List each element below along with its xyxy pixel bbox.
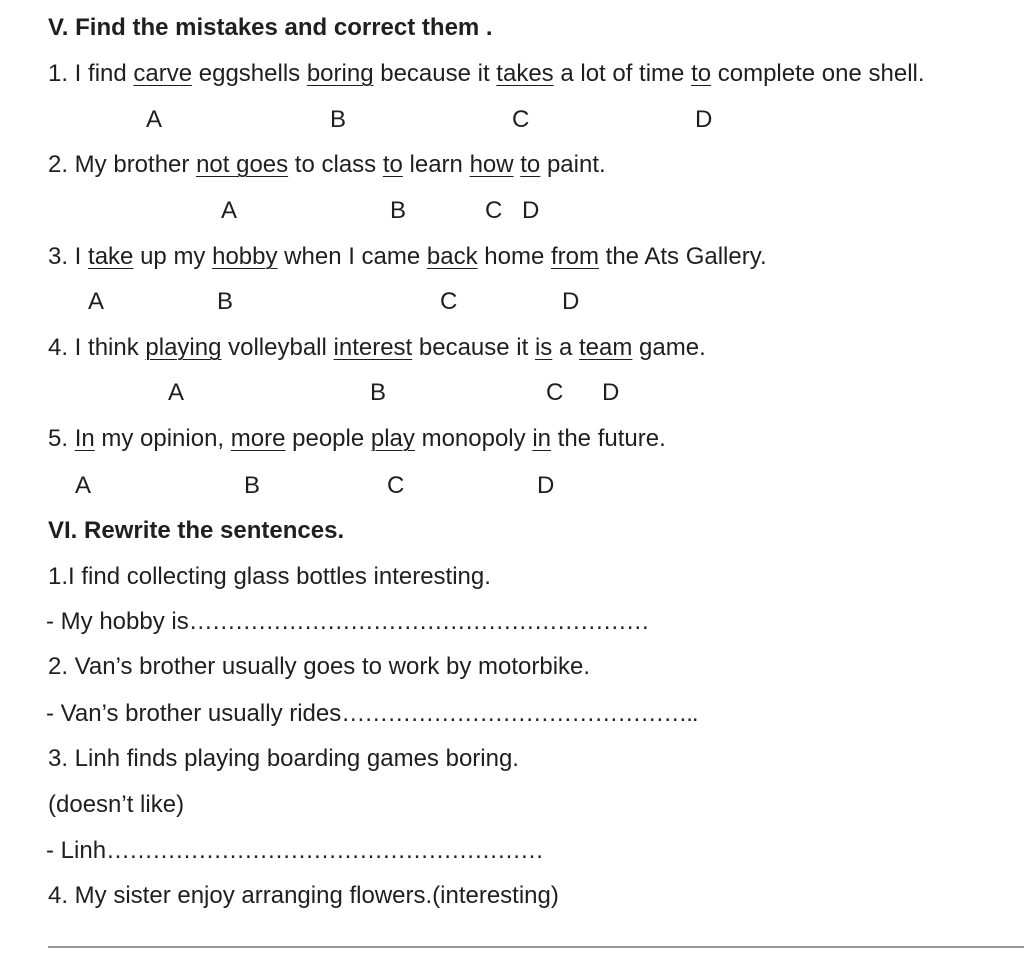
rewrite-answer-2 — [46, 699, 698, 729]
q3-text: when I came — [277, 243, 427, 270]
q2-text: 2. My brother — [48, 151, 197, 178]
question-1 — [48, 59, 925, 89]
q2-option-c: how — [469, 151, 514, 178]
q3-option-b: hobby — [212, 243, 278, 270]
question-4 — [48, 333, 706, 363]
answer-2-prefix: - Van’s brother usually rides — [46, 700, 342, 727]
q5-text: my opinion, — [94, 425, 231, 452]
q5-letter-d: D — [537, 472, 555, 499]
q3-text: up my — [133, 243, 213, 270]
q4-option-b: interest — [333, 334, 413, 361]
q1-option-b: boring — [306, 60, 374, 87]
q1-text: because it — [373, 60, 497, 87]
q4-text: because it — [412, 334, 535, 361]
q1-text: 1. I find — [48, 60, 134, 87]
q5-letter-c: C — [387, 472, 405, 499]
q1-text: a lot of time — [553, 60, 692, 87]
q1-letter-c: C — [512, 106, 530, 133]
q2-letter-c: C — [485, 197, 503, 224]
answer-3-blank: ………………………………………………… — [106, 837, 544, 864]
q1-letter-a: A — [146, 106, 163, 133]
q4-letter-c: C — [546, 379, 564, 406]
q4-letter-d: D — [602, 379, 620, 406]
rewrite-question-4: 4. My sister enjoy arranging flowers.(interesting) — [48, 882, 559, 909]
q4-option-d: team — [579, 334, 633, 361]
q2-letter-d: D — [522, 197, 540, 224]
rewrite-answer-1 — [46, 607, 649, 637]
q2-text: paint. — [540, 151, 606, 178]
q5-option-c: play — [370, 425, 415, 452]
q5-option-b: more — [230, 425, 286, 452]
q3-option-a: take — [88, 243, 134, 270]
q3-option-d: from — [550, 243, 599, 270]
q5-text: 5. — [48, 425, 75, 452]
question-2 — [48, 150, 606, 180]
q4-text: volleyball — [221, 334, 334, 361]
q1-option-a: carve — [133, 60, 193, 87]
bottom-divider — [48, 946, 1024, 948]
q2-option-a: not goes — [196, 151, 289, 178]
q1-letter-b: B — [330, 106, 347, 133]
q2-letter-a: A — [221, 197, 238, 224]
question-3 — [48, 242, 767, 272]
q3-letter-a: A — [88, 288, 105, 315]
q3-option-c: back — [426, 243, 478, 270]
q4-option-c: is — [534, 334, 553, 361]
q5-option-a: In — [74, 425, 95, 452]
q2-text: to class — [288, 151, 383, 178]
q4-text: game. — [632, 334, 706, 361]
q1-option-c: takes — [496, 60, 554, 87]
q1-letter-d: D — [695, 106, 713, 133]
q4-letter-b: B — [370, 379, 387, 406]
q5-letter-a: A — [75, 472, 92, 499]
q3-text: 3. I — [48, 243, 89, 270]
rewrite-question-1: 1.I find collecting glass bottles interesting. — [48, 563, 491, 590]
rewrite-question-2: 2. Van’s brother usually goes to work by motorbike. — [48, 653, 591, 680]
q3-text: home — [477, 243, 551, 270]
answer-1-blank: …………………………………………………… — [188, 608, 649, 635]
rewrite-answer-3 — [46, 836, 543, 866]
answer-1-prefix: - My hobby is — [46, 608, 189, 635]
q1-text: complete one shell. — [711, 60, 925, 87]
q3-letter-d: D — [562, 288, 580, 315]
rewrite-question-3: 3. Linh finds playing boarding games boring. — [48, 745, 519, 772]
answer-3-prefix: - Linh — [46, 837, 107, 864]
q1-option-d: to — [691, 60, 712, 87]
q3-letter-c: C — [440, 288, 458, 315]
q3-letter-b: B — [217, 288, 234, 315]
section-6-title: VI. Rewrite the sentences. — [48, 517, 345, 544]
q5-letter-b: B — [244, 472, 261, 499]
q2-option-d: to — [520, 151, 541, 178]
rewrite-question-3-hint: (doesn’t like) — [48, 791, 185, 818]
q4-letter-a: A — [168, 379, 185, 406]
q2-option-b: to — [382, 151, 403, 178]
q5-text: people — [285, 425, 371, 452]
q4-text: 4. I think — [48, 334, 146, 361]
q3-text: the Ats Gallery. — [598, 243, 767, 270]
q5-option-d: in — [532, 425, 551, 452]
question-5 — [48, 424, 666, 454]
q4-text: a — [552, 334, 579, 361]
answer-2-blank: ……………………………………….. — [341, 700, 698, 727]
q1-text: eggshells — [192, 60, 307, 87]
q5-text: the future. — [551, 425, 666, 452]
q5-text: monopoly — [414, 425, 533, 452]
q4-option-a: playing — [145, 334, 222, 361]
q2-letter-b: B — [390, 197, 407, 224]
section-5-title: V. Find the mistakes and correct them . — [48, 14, 493, 41]
q2-text: learn — [402, 151, 470, 178]
